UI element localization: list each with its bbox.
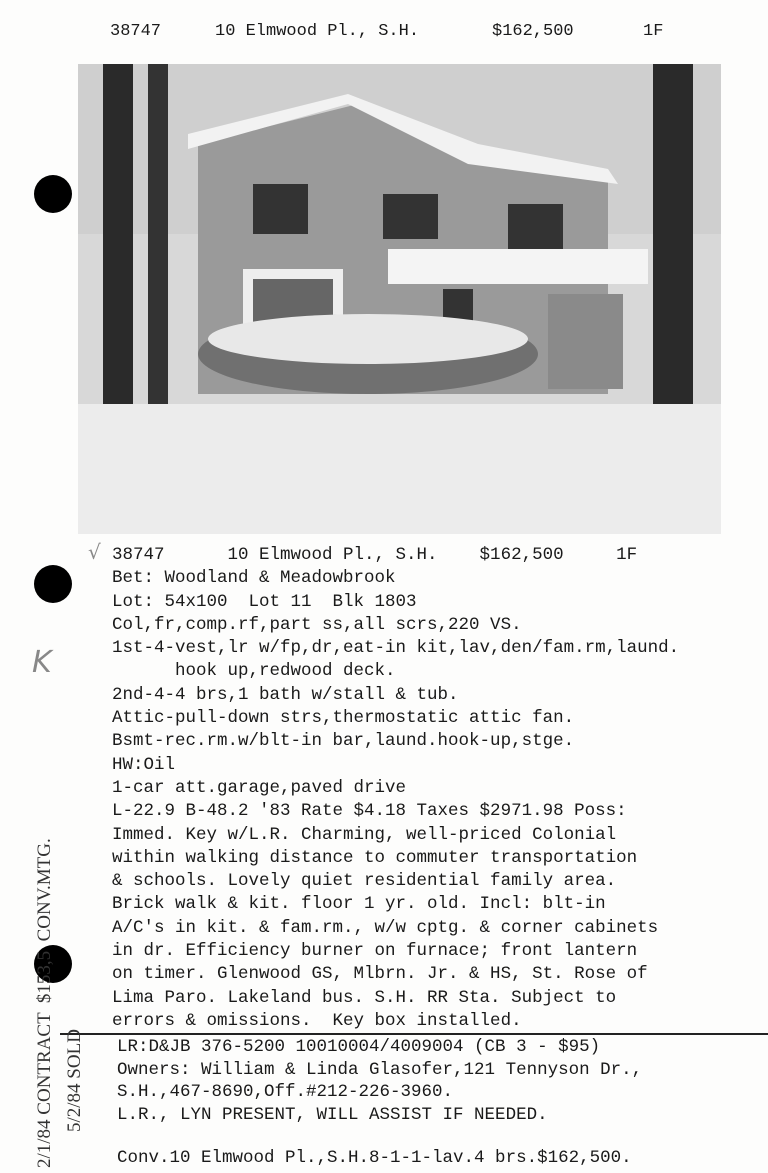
divider-line <box>60 1033 768 1035</box>
detail-line: 1-car att.garage,paved drive <box>112 777 407 798</box>
detail-line: Bsmt-rec.rm.w/blt-in bar,laund.hook-up,stge. <box>112 731 575 752</box>
detail-line: & schools. Lovely quiet residential family area. <box>112 871 617 892</box>
detail-line: errors & omissions. Key box installed. <box>112 1010 522 1031</box>
handwritten-k: K <box>32 645 52 680</box>
contact-line: S.H.,467-8690,Off.#212-226-3960. <box>117 1082 454 1102</box>
contract-note: 2/1/84 CONTRACT $153,5 CONV.MTG. <box>34 838 55 1168</box>
detail-line: 2nd-4-4 brs,1 bath w/stall & tub. <box>112 684 459 705</box>
detail-line: Attic-pull-down strs,thermostatic attic fan. <box>112 708 575 729</box>
sold-note: 5/2/84 SOLD <box>64 1029 85 1132</box>
contact-line: L.R., LYN PRESENT, WILL ASSIST IF NEEDED. <box>117 1104 548 1125</box>
detail-line: A/C's in kit. & fam.rm., w/w cptg. & corner cabinets <box>112 917 659 938</box>
punch-hole <box>34 175 72 213</box>
detail-line: Brick walk & kit. floor 1 yr. old. Incl: blt-in <box>112 894 606 915</box>
detail-line: on timer. Glenwood GS, Mlbrn. Jr. & HS, St. Rose of <box>112 964 648 985</box>
detail-line: hook up,redwood deck. <box>112 661 396 682</box>
header-address: 10 Elmwood Pl., S.H. <box>215 22 420 41</box>
detail-line: Lima Paro. Lakeland bus. S.H. RR Sta. Subject to <box>112 987 617 1008</box>
check-mark: √ <box>88 540 101 564</box>
summary-line: Conv.10 Elmwood Pl.,S.H.8-1-1-lav.4 brs.$162,500. <box>117 1148 632 1168</box>
listing-details <box>112 544 679 1033</box>
detail-line: 1st-4-vest,lr w/fp,dr,eat-in kit,lav,den/fam.rm,laund. <box>112 638 680 659</box>
header-listing-no: 38747 <box>110 22 162 41</box>
detail-line: Bet: Woodland & Meadowbrook <box>112 568 396 589</box>
detail-line: Col,fr,comp.rf,part ss,all scrs,220 VS. <box>112 614 522 635</box>
header-price: $162,500 <box>492 22 574 41</box>
detail-line: HW:Oil <box>112 754 176 775</box>
detail-line: Lot: 54x100 Lot 11 Blk 1803 <box>112 591 417 612</box>
punch-hole <box>34 565 72 603</box>
header-code: 1F <box>643 22 664 41</box>
house-photo <box>78 64 721 534</box>
detail-line: in dr. Efficiency burner on furnace; front lantern <box>112 941 638 962</box>
detail-line: 38747 10 Elmwood Pl., S.H. $162,500 1F <box>112 545 638 565</box>
contact-line: LR:D&JB 376-5200 10010004/4009004 (CB 3 - $95) <box>117 1037 601 1057</box>
detail-line: Immed. Key w/L.R. Charming, well-priced Colonial <box>112 824 617 845</box>
listing-contacts <box>117 1036 642 1126</box>
detail-line: within walking distance to commuter transportation <box>112 847 638 868</box>
detail-line: L-22.9 B-48.2 '83 Rate $4.18 Taxes $2971.98 Poss: <box>112 801 627 822</box>
contact-line: Owners: William & Linda Glasofer,121 Tennyson Dr., <box>117 1059 643 1080</box>
